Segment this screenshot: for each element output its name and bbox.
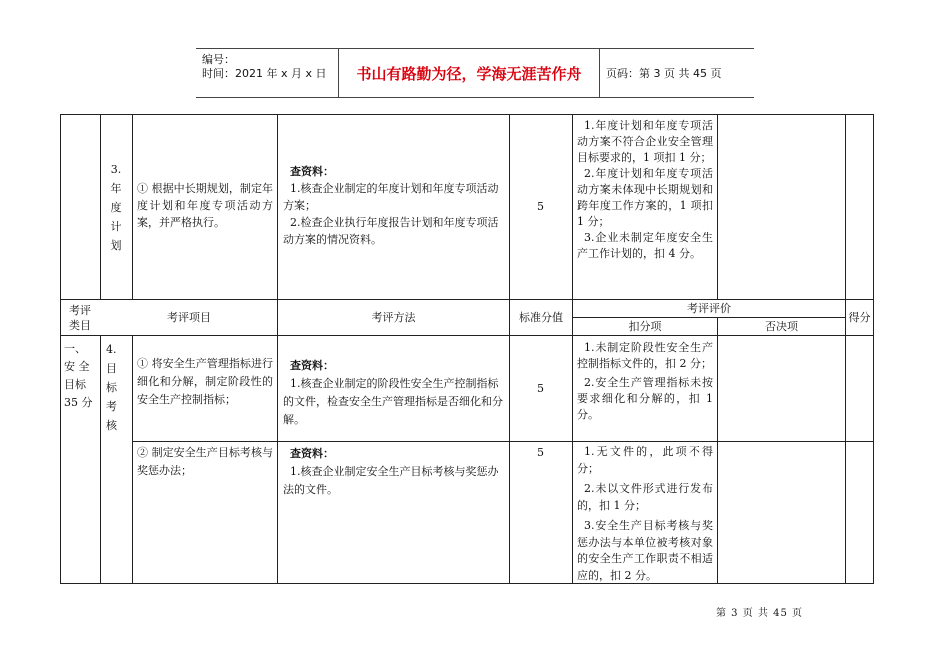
- assess1-score: 5: [537, 382, 544, 395]
- document-header: [196, 48, 754, 98]
- header-standard-score: 标准分值: [519, 310, 563, 324]
- deduction-item: 2.安全生产管理指标未按要求细化和分解的，扣 1 分。: [577, 376, 713, 421]
- page-footer: 第 3 页 共 45 页: [716, 608, 803, 619]
- deduction-item: 2.年度计划和年度专项活动方案未体现中长期规划和跨年度工作方案的，1 项扣 1 分；: [577, 167, 713, 228]
- method-title: 查资料：: [290, 447, 334, 460]
- assess1-method: [283, 357, 505, 429]
- header-score: 得分: [848, 310, 871, 324]
- plan-method: [283, 163, 505, 248]
- header-deduction: 扣分项: [628, 319, 662, 333]
- deduction-item: 1.无文件的，此项不得分；: [577, 445, 713, 475]
- plan-deductions: [577, 118, 713, 262]
- assess2-deductions: [577, 444, 713, 584]
- method-title: 查资料：: [290, 165, 334, 178]
- deduction-item: 3.安全生产目标考核与奖惩办法与本单位被考核对象的安全生产工作职责不相适应的，扣 2 分。: [577, 519, 713, 582]
- method-line: 1.核查企业制定安全生产目标考核与奖惩办法的文件。: [283, 465, 499, 496]
- deduction-item: 3.企业未制定年度安全生产工作计划的，扣 4 分。: [577, 231, 713, 260]
- method-line: 1.核查企业制定的年度计划和年度专项活动方案；: [283, 182, 499, 212]
- assess2-project-text: ② 制定安全生产目标考核与奖惩办法；: [137, 446, 273, 477]
- item-3-annual-plan: 3. 年 度 计 划: [110, 163, 122, 252]
- plan-score: 5: [537, 200, 544, 213]
- plan-project-text: ① 根据中长期规划，制定年度计划和年度专项活动方案，并严格执行。: [137, 182, 273, 229]
- assess2-score: 5: [537, 446, 544, 459]
- header-meta: [196, 49, 338, 97]
- deduction-item: 2.未以文件形式进行发布的，扣 1 分；: [577, 482, 713, 512]
- header-project: 考评项目: [167, 310, 211, 324]
- header-method: 考评方法: [371, 310, 416, 324]
- category-safety-target: 一、 安 全 目标 35 分: [64, 342, 93, 409]
- assess2-method: [283, 445, 505, 499]
- header-veto: 否决项: [765, 319, 798, 333]
- assess1-project-text: ① 将安全生产管理指标进行细化和分解，制定阶段性的安全生产控制指标；: [137, 357, 273, 406]
- method-line: 1.核查企业制定的阶段性安全生产控制指标的文件，检查安全生产管理指标是否细化和分解。: [283, 377, 503, 426]
- header-evaluation: 考评评价: [687, 301, 731, 315]
- deduction-item: 1.年度计划和年度专项活动方案不符合企业安全管理目标要求的，1 项扣 1 分；: [577, 119, 713, 164]
- header-category: 考评类目: [69, 303, 91, 332]
- method-title: 查资料：: [290, 359, 334, 372]
- deduction-item: 1.未制定阶段性安全生产控制指标文件的，扣 2 分；: [577, 341, 713, 370]
- header-motto: 书山有路勤为径，学海无涯苦作舟: [338, 49, 600, 97]
- item-4-target-assessment: 4. 目 标 考 核: [106, 343, 117, 432]
- time-label: 时间：2021 年 x 月 x 日: [202, 67, 327, 80]
- header-page-label: 页码：第 3 页 共 45 页: [606, 67, 722, 80]
- method-line: 2.检查企业执行年度报告计划和年度专项活动方案的情况资料。: [283, 216, 499, 246]
- number-label: 编号：: [202, 53, 235, 66]
- assess1-deductions: [577, 340, 713, 423]
